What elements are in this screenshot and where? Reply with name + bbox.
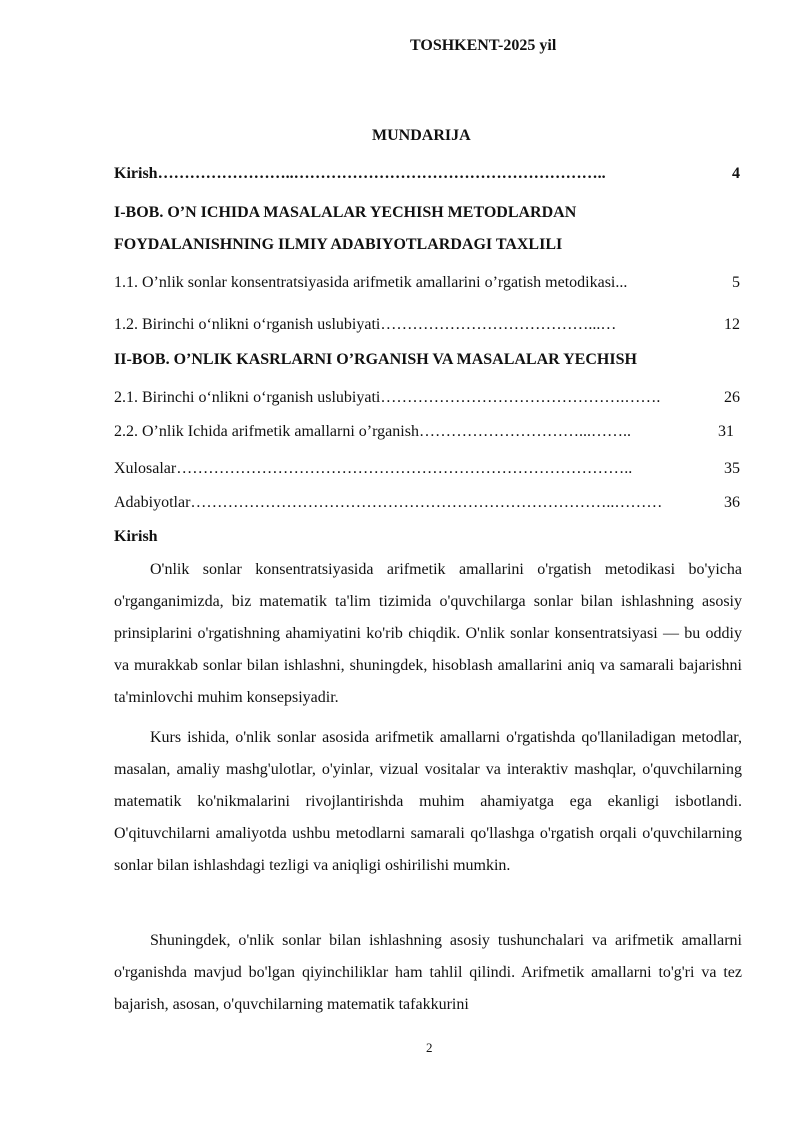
body-paragraph: Kurs ishida, o'nlik sonlar asosida arifmetik amallarni o'rgatishda qo'llaniladigan metodlar, masalan, amaliy mashg'ulotlar, o'yinlar, vizual vositalar va interaktiv mashqlar, o'quvchilarning matematik ko'nikmalarini rivojlantirishda muhim ahamiyatga ega ekanligi isbotlandi. O'qituvchilarni amaliyotda ushbu metodlarni samarali qo'llashga o'rgatish orqali o'quvchilarning sonlar bilan ishlashdagi tezligi va aniqligi oshirilishi mumkin. [114, 729, 742, 874]
toc-page: 36 [724, 494, 740, 511]
page-number: 2 [426, 1040, 433, 1055]
toc-page: 5 [732, 274, 740, 291]
toc-label: 1.1. O’nlik sonlar konsentratsiyasida arifmetik amallarini o’rgatish metodikasi [114, 274, 616, 291]
toc-page: 35 [724, 460, 740, 477]
body-paragraph: O'nlik sonlar konsentratsiyasida arifmetik amallarini o'rgatish metodikasi bo'yicha o'rganganimizda, biz matematik ta'lim tizimida o'quvchilarga sonlar bilan ishlashning asosiy prinsiplarini o'rgatishning ahamiyatini ko'rib chiqdik. O'nlik sonlar konsentratsiyasi — bu oddiy va murakkab sonlar bilan ishlashni, shuningdek, hisoblash amallarini aniq va samarali bajarishni ta'minlovchi muhim konsepsiyadir. [114, 561, 742, 706]
toc-chapter-1-line-1: I-BOB. O’N ICHIDA MASALALAR YECHISH METODLARDAN [114, 204, 577, 221]
city-year: TOSHKENT-2025 yil [410, 37, 557, 54]
toc-leader: ……………………………………………………………………..……… [190, 494, 663, 511]
body-paragraph: Shuningdek, o'nlik sonlar bilan ishlashning asosiy tushunchalari va arifmetik amallarni o'rganishda mavjud bo'lgan qiyinchiliklar ham tahlil qilindi. Arifmetik amallarni to'g'ri va tez bajarish, asosan, o'quvchilarning matematik tafakkurini [114, 932, 742, 1013]
toc-chapter-2: II-BOB. O’NLIK KASRLARNI O’RGANISH VA MASALALAR YECHISH [114, 351, 637, 368]
toc-leader: …………………………………...… [380, 316, 617, 333]
toc-leader: ... [615, 274, 628, 291]
toc-leader: ……………………………………….……. [380, 389, 661, 406]
toc-label: Adabiyotlar [114, 494, 191, 511]
toc-title: MUNDARIJA [372, 127, 471, 144]
toc-page: 31 [718, 423, 734, 440]
toc-chapter-1-line-2: FOYDALANISHNING ILMIY ADABIYOTLARDAGI TAXLILI [114, 236, 563, 253]
toc-entry-1-1 [114, 273, 740, 293]
toc-label: 1.2. Birinchi o‘nlikni o‘rganish uslubiyati [114, 316, 381, 333]
toc-leader: …………………………...…….. [418, 423, 631, 440]
toc-page: 26 [724, 389, 740, 406]
toc-label: Xulosalar [114, 460, 177, 477]
toc-page: 4 [732, 165, 740, 182]
toc-entry-1-2 [114, 315, 740, 335]
toc-entry-2-2 [114, 422, 734, 442]
toc-leader: ……………………..………………………………………………….. [157, 165, 606, 182]
toc-entry-2-1 [114, 388, 740, 408]
toc-entry-kirish [114, 164, 740, 184]
toc-label: 2.1. Birinchi o‘nlikni o‘rganish uslubiyati [114, 389, 381, 406]
section-heading-kirish: Kirish [114, 528, 158, 545]
toc-entry-adabiyotlar [114, 493, 740, 513]
toc-leader: ………………………………………………………………………….. [176, 460, 633, 477]
toc-page: 12 [724, 316, 740, 333]
toc-entry-xulosalar [114, 459, 740, 479]
toc-label: 2.2. O’nlik Ichida arifmetik amallarni o’rganish [114, 423, 419, 440]
toc-label: Kirish [114, 165, 158, 182]
